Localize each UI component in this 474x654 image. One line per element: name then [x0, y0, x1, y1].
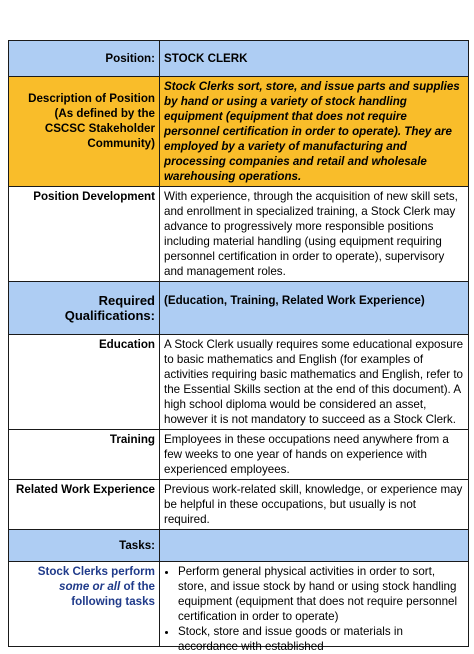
- development-value: With experience, through the acquisition of new skill sets, and enrollment in specialized training, a Stock Clerk may advance to progressively more responsible positions including material handling (using equipment requiring personnel certification in order to operate), supervisory and management roles.: [160, 187, 469, 282]
- education-row: [9, 335, 469, 430]
- task-item-2: • Stock, store and issue goods or materials in accordance with established: [178, 624, 464, 644]
- education-label: Education: [9, 335, 160, 430]
- position-row: [9, 41, 469, 77]
- training-label: Training: [9, 430, 160, 480]
- development-label: Position Development: [9, 187, 160, 282]
- tasks-row: [9, 530, 469, 562]
- perform-value: [160, 562, 469, 653]
- task-list: [164, 564, 464, 653]
- description-row: [9, 77, 469, 187]
- qualifications-row: [9, 282, 469, 335]
- training-row: [9, 430, 469, 480]
- perform-label-prefix: Stock Clerks perform: [37, 565, 155, 578]
- description-label: Description of Position (As defined by the CSCSC Stakeholder Community): [9, 77, 160, 187]
- perform-label-italic: some or all: [59, 580, 121, 593]
- tasks-label: Tasks:: [9, 530, 160, 562]
- related-work-value: Previous work-related skill, knowledge, or experience may be helpful in these occupations, but usually is not required.: [160, 480, 469, 530]
- description-value: Stock Clerks sort, store, and issue parts and supplies by hand or using a variety of stock handling equipment (equipment that does not require personnel certification in order to operate). They are employed by a variety of manufacturing and processing companies and retail and wholesale warehousing operations.: [160, 77, 469, 187]
- task-item-1: • Perform general physical activities in order to sort, store, and issue stock by hand or using stock handling equipment (equipment that does not require personnel certification in order to operate): [178, 564, 464, 624]
- tasks-value: [160, 530, 469, 562]
- related-work-label: Related Work Experience: [9, 480, 160, 530]
- development-row: [9, 187, 469, 282]
- position-value: STOCK CLERK: [160, 41, 469, 77]
- qualifications-label: Required Qualifications:: [9, 282, 160, 335]
- perform-row: [9, 562, 469, 647]
- position-label: Position:: [9, 41, 160, 77]
- perform-label-suffix: of the following tasks: [71, 580, 155, 608]
- training-value: Employees in these occupations need anywhere from a few weeks to one year of hands on experience with experienced employees.: [160, 430, 469, 480]
- related-work-row: [9, 480, 469, 530]
- perform-label: [9, 562, 160, 647]
- education-value: A Stock Clerk usually requires some educational exposure to basic mathematics and English (for examples of activities requiring basic mathematics and English, refer to the Essential Skills section at the end of this document). A high school diploma would be considered an asset, however it is not mandatory to succeed as a Stock Clerk.: [160, 335, 469, 430]
- qualifications-value: (Education, Training, Related Work Experience): [160, 282, 469, 335]
- job-description-table: [8, 40, 469, 653]
